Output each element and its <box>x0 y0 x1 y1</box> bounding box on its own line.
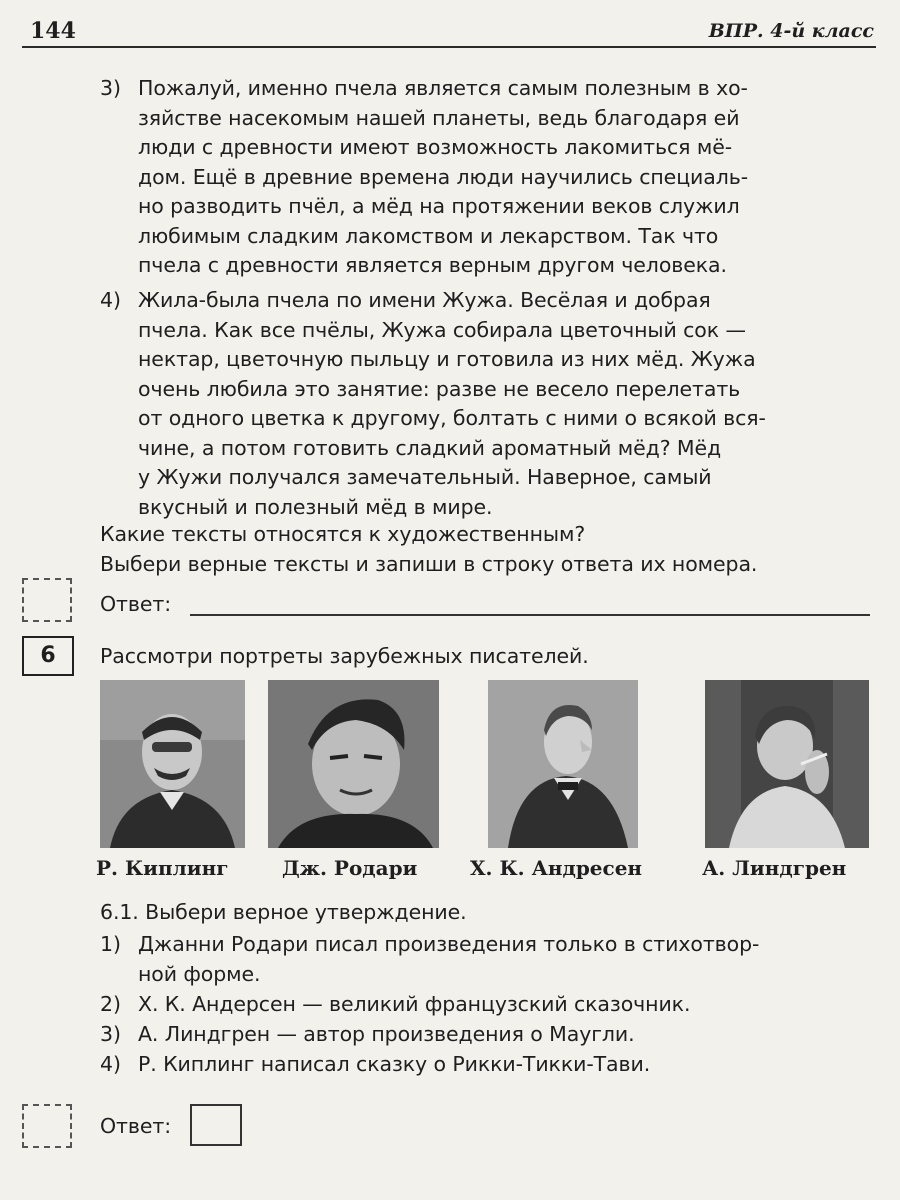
score-box <box>22 1104 72 1148</box>
item-text <box>138 286 872 522</box>
text-line: очень любила это занятие: разве не весело перелетать <box>138 376 741 401</box>
text-line: у Жужи получался замечательный. Наверное, самый <box>138 465 712 489</box>
item-number: 3) <box>100 76 121 100</box>
text-line: от одного цветка к другому, болтать с ними о всякой вся- <box>138 406 766 430</box>
text-line: люди с древности имеют возможность лакомиться мё- <box>138 135 733 159</box>
question-text: Какие тексты относятся к художественным? <box>100 522 586 546</box>
text-line: пчела с древности является верным другом человека. <box>138 253 727 277</box>
text-line: дом. Ещё в древние времена люди научились специаль- <box>138 164 749 189</box>
caption-lindgren: А. Линдгрен <box>702 856 847 880</box>
text-item-3 <box>100 74 872 281</box>
text-line: зяйстве насекомым нашей планеты, ведь благодаря ей <box>138 105 740 130</box>
score-box <box>22 578 72 622</box>
text-line: Р. Киплинг написал сказку о Рикки-Тикки-Тави. <box>138 1052 651 1076</box>
option-4 <box>100 1050 872 1080</box>
text-line: Жила-была пчела по имени Жужа. Весёлая и добрая <box>138 288 711 312</box>
header-divider <box>22 46 876 48</box>
option-text <box>138 1050 872 1080</box>
text-line: ной форме. <box>138 961 261 986</box>
option-text <box>138 930 872 989</box>
option-number: 2) <box>100 992 121 1016</box>
text-line: Пожалуй, именно пчела является самым полезным в хо- <box>138 76 748 100</box>
page-number: 144 <box>30 18 76 44</box>
option-number: 4) <box>100 1052 121 1076</box>
text-line: любимым сладким лакомством и лекарством. Так что <box>138 223 719 248</box>
answer-input-box[interactable] <box>190 1104 242 1146</box>
text-line: чине, а потом готовить сладкий ароматный мёд? Мёд <box>138 435 722 460</box>
text-line: А. Линдгрен — автор произведения о Маугли. <box>138 1022 635 1046</box>
option-3 <box>100 1020 872 1050</box>
item-number: 4) <box>100 288 121 312</box>
answer-line[interactable] <box>190 614 870 616</box>
portrait-image <box>268 680 439 848</box>
portrait-kipling <box>100 680 245 848</box>
sub-task-title: 6.1. Выбери верное утверждение. <box>100 900 467 924</box>
text-line: вкусный и полезный мёд в мире. <box>138 494 493 519</box>
text-line: но разводить пчёл, а мёд на протяжении веков служил <box>138 194 740 218</box>
text-line: пчела. Как все пчёлы, Жужа собирала цветочный сок — <box>138 317 746 342</box>
caption-andersen: Х. К. Андресен <box>470 856 643 880</box>
book-title: ВПР. 4-й класс <box>708 20 874 42</box>
task-prompt: Рассмотри портреты зарубежных писателей. <box>100 644 589 668</box>
portrait-andersen <box>488 680 638 848</box>
portrait-rodari <box>268 680 439 848</box>
portrait-image <box>488 680 638 848</box>
option-number: 3) <box>100 1022 121 1046</box>
text-line: Джанни Родари писал произведения только в стихотвор- <box>138 932 760 956</box>
text-line: нектар, цветочную пыльцу и готовила из них мёд. Жужа <box>138 347 756 371</box>
item-text <box>138 74 872 281</box>
task-number: 6 <box>22 636 74 676</box>
option-2 <box>100 990 872 1020</box>
caption-rodari: Дж. Родари <box>282 856 418 880</box>
option-1 <box>100 930 872 989</box>
answer-label: Ответ: <box>100 1114 172 1138</box>
option-text <box>138 990 872 1020</box>
text-line: Х. К. Андерсен — великий французский сказочник. <box>138 992 691 1016</box>
answer-label: Ответ: <box>100 592 172 616</box>
portrait-image <box>100 680 245 848</box>
portrait-lindgren <box>705 680 869 848</box>
instruction-text: Выбери верные тексты и запиши в строку ответа их номера. <box>100 552 758 576</box>
text-item-4 <box>100 286 872 522</box>
caption-kipling: Р. Киплинг <box>96 856 229 880</box>
option-text <box>138 1020 872 1050</box>
option-number: 1) <box>100 932 121 956</box>
portrait-image <box>705 680 869 848</box>
